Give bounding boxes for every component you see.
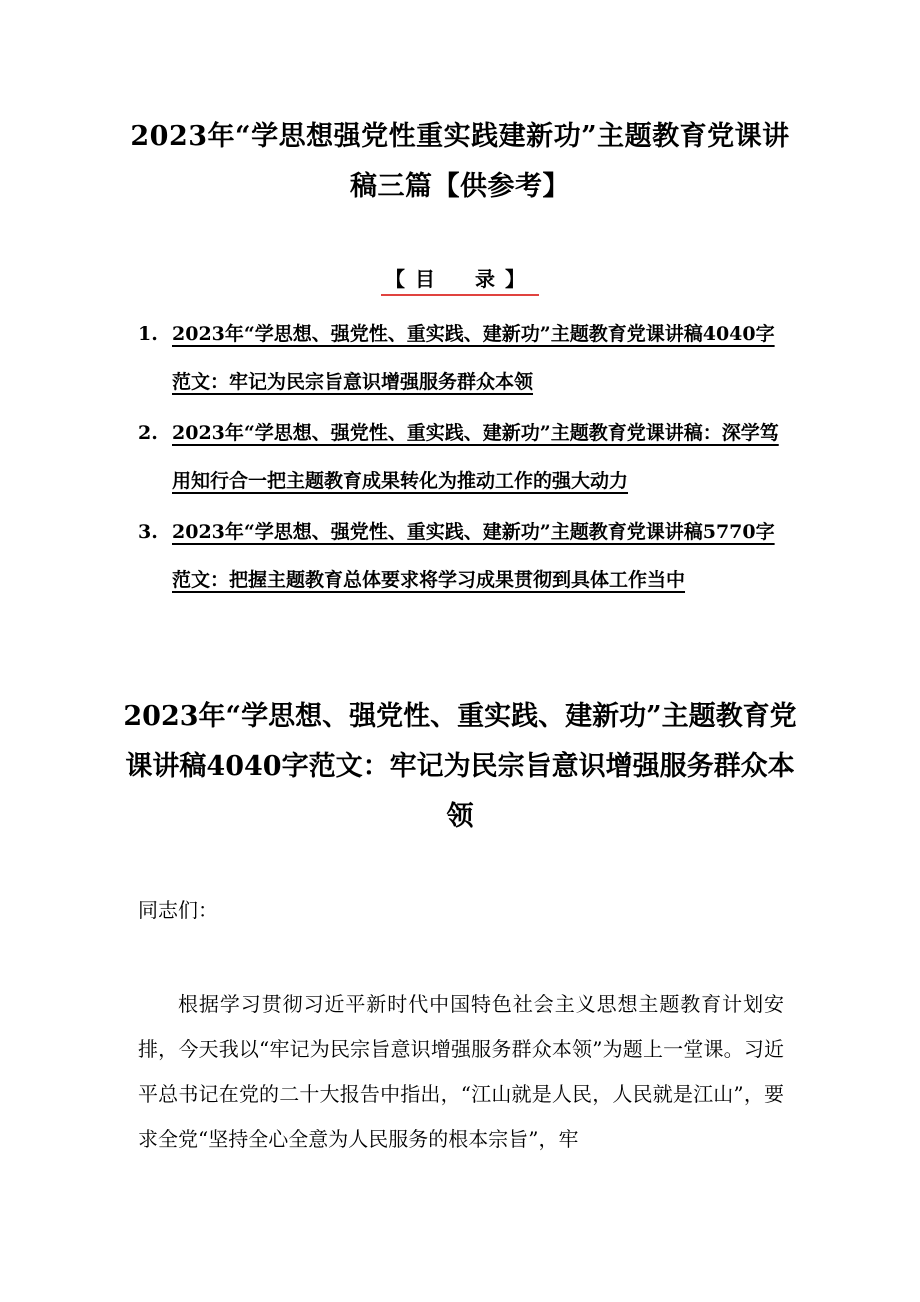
salutation: 同志们：	[138, 898, 218, 922]
toc-item[interactable]	[138, 409, 788, 505]
toc-item-link[interactable]: 2023年“学思想、强党性、重实践、建新功”主题教育党课讲稿：深学笃用知行合一把主题教育成果转化为推动工作的强大动力	[172, 422, 779, 492]
section-title: 2023年“学思想、强党性、重实践、建新功”主题教育党课讲稿4040字范文：牢记为民宗旨意识增强服务群众本领	[123, 701, 797, 832]
toc-item-number: 1.	[138, 323, 158, 345]
toc-item-number: 3.	[138, 521, 158, 543]
toc-heading	[0, 264, 920, 296]
toc-item-number: 2.	[138, 422, 158, 444]
toc-item[interactable]	[138, 508, 788, 604]
toc-item-link[interactable]: 2023年“学思想、强党性、重实践、建新功”主题教育党课讲稿5770字范文：把握主题教育总体要求将学习成果贯彻到具体工作当中	[172, 521, 775, 591]
toc-item-link[interactable]: 2023年“学思想、强党性、重实践、建新功”主题教育党课讲稿4040字范文：牢记为民宗旨意识增强服务群众本领	[172, 323, 775, 393]
table-of-contents	[138, 310, 788, 607]
toc-heading-text: 【目 录】	[381, 264, 539, 296]
toc-item[interactable]	[138, 310, 788, 406]
document-title: 2023年“学思想强党性重实践建新功”主题教育党课讲稿三篇【供参考】	[130, 121, 790, 202]
body-paragraph: 根据学习贯彻习近平新时代中国特色社会主义思想主题教育计划安排，今天我以“牢记为民宗旨意识增强服务群众本领”为题上一堂课。习近平总书记在党的二十大报告中指出，“江山就是人民，人民就是江山”，要求全党“坚持全心全意为人民服务的根本宗旨”，牢	[138, 992, 784, 1151]
